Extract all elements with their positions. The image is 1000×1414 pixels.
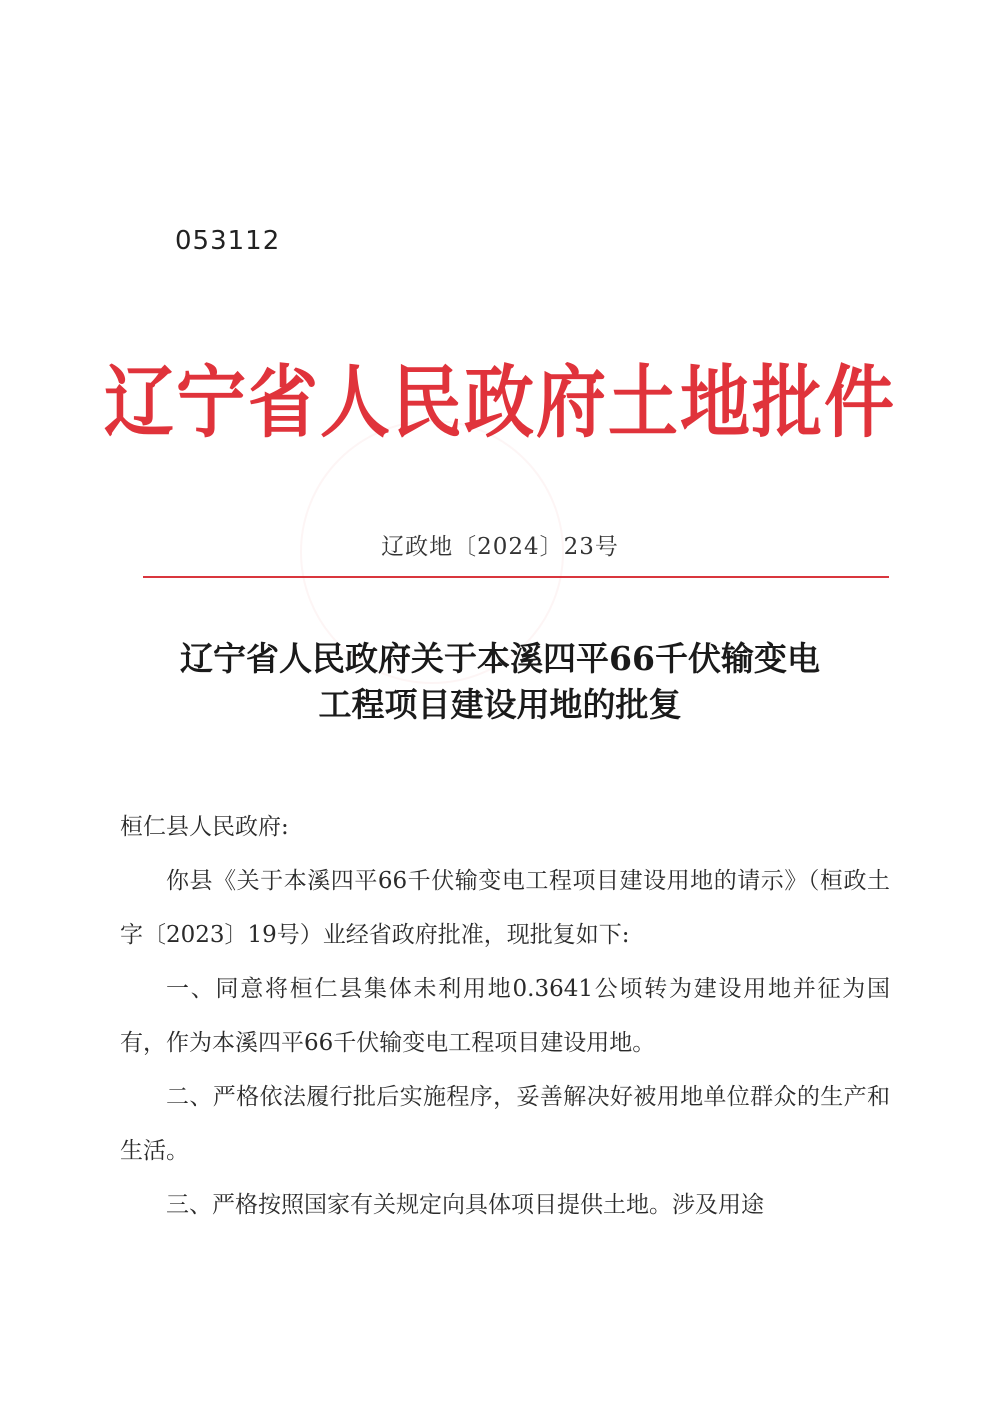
document-title xyxy=(0,636,1000,728)
body-paragraph: 三、严格按照国家有关规定向具体项目提供土地。涉及用途 xyxy=(166,1192,764,1218)
serial-number: 053112 xyxy=(175,226,281,256)
body-paragraph: 一、同意将桓仁县集体未利用地0.3641公顷转为建设用地并征为国有，作为本溪四平66千伏输变电工程项目建设用地。 xyxy=(120,976,890,1056)
document-masthead: 辽宁省人民政府土地批件 xyxy=(104,356,896,449)
title-line-1: 辽宁省人民政府关于本溪四平66千伏输变电 xyxy=(180,639,820,678)
body-paragraph: 你县《关于本溪四平66千伏输变电工程项目建设用地的请示》（桓政土字〔2023〕19号）业经省政府批准，现批复如下: xyxy=(120,868,890,948)
document-number: 辽政地〔2024〕23号 xyxy=(381,534,619,560)
body-paragraph: 二、严格依法履行批后实施程序，妥善解决好被用地单位群众的生产和生活。 xyxy=(120,1084,890,1164)
addressee: 桓仁县人民政府: xyxy=(120,814,289,840)
title-line-2: 工程项目建设用地的批复 xyxy=(318,685,682,724)
red-divider-line xyxy=(143,576,889,578)
document-body xyxy=(120,800,890,1232)
